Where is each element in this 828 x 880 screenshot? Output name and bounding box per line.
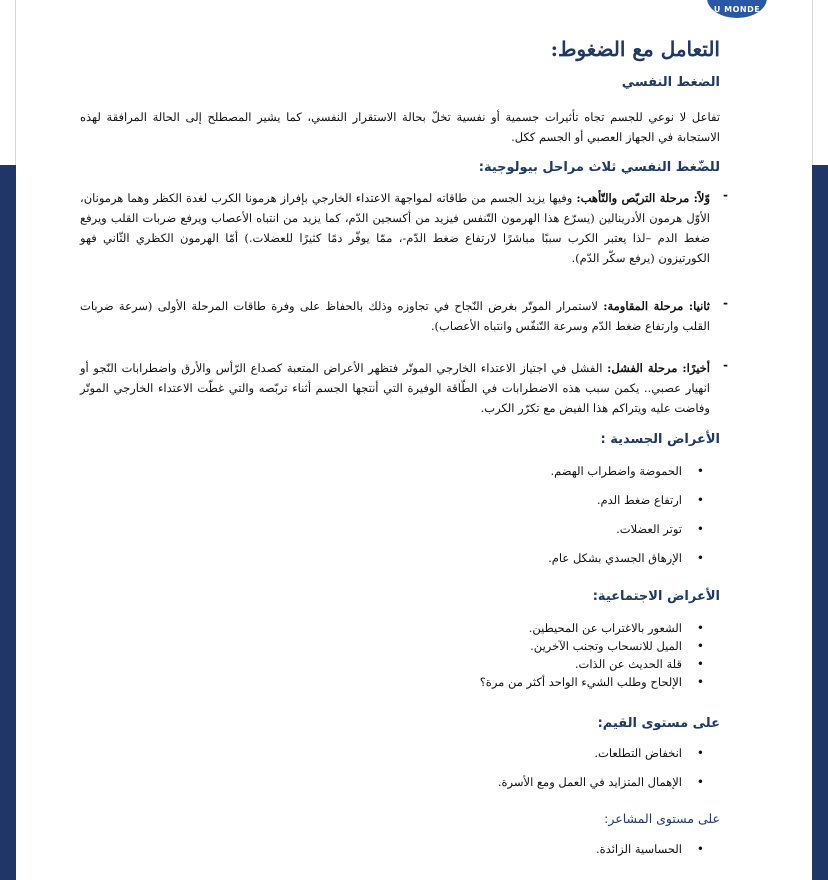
values-heading: على مستوى القيم:: [597, 716, 720, 731]
physical-symptoms-heading: الأعراض الجسدية :: [600, 432, 720, 447]
list-item: • انخفاض التطلعات.: [80, 746, 682, 760]
stage-description: وفيها يزيد الجسم من طاقاته لمواجهة الاعتداء الخارجي بإفراز هرمونا الكرب لغدة الكظر وهما هرمونان، الأوّل هرمون الأدرينالين (يسرّع هذا الهرمون التّنفس فيزيد من أكسجين الدّم، كما يزيد من انتباه الأعصاب ويرفع ضربات القلب ويرفع ضغط الدم –لذا يعتبر الكرب سببًا مباشرًا لارتفاع ضغط الدّم-، ممّا يوفّر دمًا كثيرًا للعضلات.) أمّا الهرمون الكظري الثّاني فهو الكورتيزون (يرفع سكّر الدّم).: [80, 191, 710, 265]
stage-label: أخيرًا: مرحلة الفشل:: [607, 361, 710, 375]
page-title: التعامل مع الضغوط:: [550, 37, 720, 61]
social-symptoms-heading: الأعراض الاجتماعية:: [592, 589, 720, 604]
list-item: • الميل للانسحاب وتجنب الآخرين.: [80, 639, 682, 653]
list-item: • الإلحاح وطلب الشيء الواحد أكثر من مرة؟: [80, 675, 682, 689]
feelings-heading: على مستوى المشاعر:: [604, 811, 720, 826]
dash-marker: -: [723, 358, 728, 372]
list-item: • ارتفاع ضغط الدم.: [80, 493, 682, 507]
list-item: • الحساسية الزائدة.: [80, 842, 682, 856]
values-list: [80, 746, 720, 789]
stage-description: لاستمرار الموتّر بغرض النّجاح في تجاوزه وذلك بالحفاظ على وفرة طاقات المرحلة الأولى (سرعة ضربات القلب وارتفاع ضغط الدّم وسرعة التّنفّس وانتباه الأعصاب).: [80, 299, 710, 333]
stages-heading: للضّغط النفسي ثلاث مراحل بيولوجية:: [478, 160, 720, 175]
logo: [707, 0, 767, 18]
stage-text: [80, 188, 710, 268]
dash-marker: -: [723, 296, 728, 310]
feelings-list: [80, 842, 720, 856]
right-border-band: [812, 165, 828, 880]
stage-label: وّلاً: مرحلة التربّص والتّأهب:: [576, 191, 710, 205]
logo-text: U MONDE: [713, 5, 761, 14]
physical-symptoms-list: [80, 464, 720, 565]
list-item: • قلة الحديث عن الذات.: [80, 657, 682, 671]
stage-item: [80, 188, 728, 268]
list-item: • توتر العضلات.: [80, 522, 682, 536]
list-item: • الحموضة واضطراب الهضم.: [80, 464, 682, 478]
section-heading-stress: الضغط النفسي: [621, 75, 720, 90]
dash-marker: -: [723, 188, 728, 202]
stage-label: ثانيا: مرحلة المقاومة:: [603, 299, 710, 313]
stage-item: [80, 358, 728, 418]
list-item: • الشعور بالاغتراب عن المحيطين.: [80, 621, 682, 635]
stage-description: الفشل في اجتياز الاعتداء الخارجي الموتّر فتظهر الأعراض المتعبة كصداع الرّأس والأرق واضطرابات النّجو أو انهيار عصبي.. يكمن سبب هذه الاضطرابات في الطّاقة الوفيرة التي أنتجها الجسم أثناء تربّصه والتي غطّت الاعتداء الخارجي الموتّر وفاضت عليه ويتراكم هذا الفيض مع تكرّر الكرب.: [80, 361, 710, 415]
stage-text: [80, 358, 710, 418]
page-edge-right: [812, 0, 813, 165]
stage-item: [80, 296, 728, 336]
left-border-band: [0, 165, 16, 880]
page-edge-left: [15, 0, 16, 165]
social-symptoms-list: [80, 621, 720, 689]
stage-text: [80, 296, 710, 336]
list-item: • الإرهاق الجسدي بشكل عام.: [80, 551, 682, 565]
list-item: • الإهمال المتزايد في العمل ومع الأسرة.: [80, 775, 682, 789]
intro-paragraph: تفاعل لا نوعي للجسم تجاه تأثيرات جسمية أو نفسية تخلّ بحالة الاستقرار النفسي، كما يشير المصطلح إلى الحالة المرافقة لهذه الاستجابة في الجهاز العصبي أو الجسم ككل.: [80, 110, 720, 144]
